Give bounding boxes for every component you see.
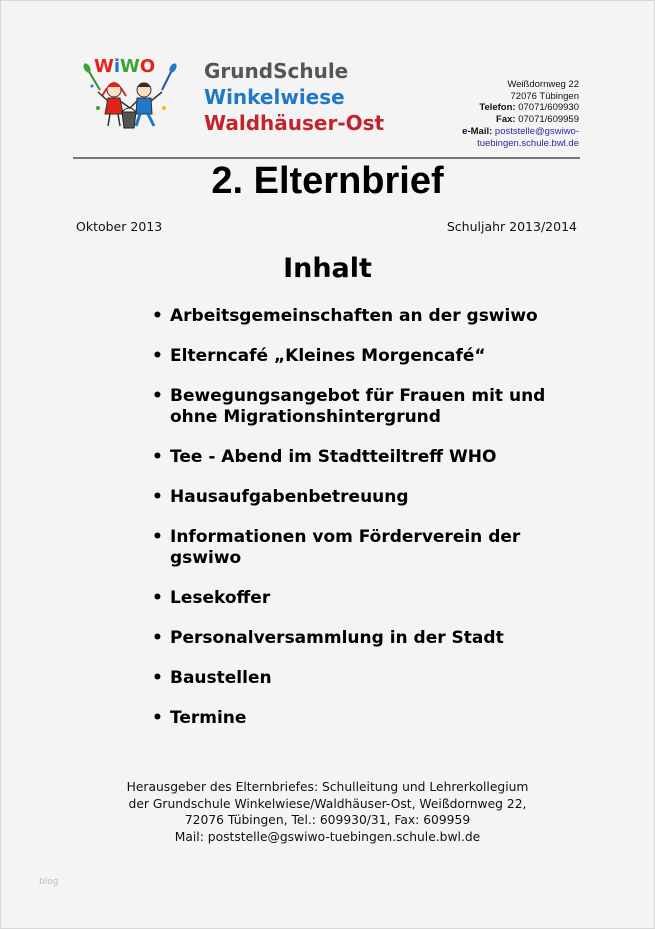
address-fax: Fax: 07071/609959 [496,114,579,126]
logo-letter-o: O [139,56,156,77]
list-item: • Elterncafé „Kleines Morgencafé“ [152,346,486,366]
bullet-icon: • [152,527,163,547]
school-name-line1: GrundSchule [204,59,349,83]
bullet-icon: • [152,386,163,406]
address-email: e-Mail: poststelle@gswiwo- [462,125,579,137]
list-item: • Baustellen [152,668,272,688]
list-item: • Bewegungsangebot für Frauen mit und ohne Migrationshintergrund [152,386,546,427]
footer-line: der Grundschule Winkelwiese/Waldhäuser-Ost, Weißdornweg 22, [128,796,527,811]
table-of-contents [150,306,590,748]
publisher-footer [0,779,655,845]
list-item: • Arbeitsgemeinschaften an der gswiwo [152,306,538,326]
list-item: • Tee - Abend im Stadtteiltreff WHO [152,447,497,467]
list-item: • Termine [152,708,247,728]
footer-line: 72076 Tübingen, Tel.: 609930/31, Fax: 609959 [184,813,471,827]
page-title: 2. Elternbrief [211,160,444,202]
address-email-cont: tuebingen.schule.bwl.de [477,137,579,149]
school-name [204,58,384,136]
header-divider [73,157,580,159]
list-item: • Personalversammlung in der Stadt [152,628,504,648]
bullet-icon: • [152,588,163,608]
logo-letter-w1: W [94,56,114,77]
bullet-icon: • [152,306,163,326]
bullet-icon: • [152,447,163,467]
bullet-icon: • [152,346,163,366]
list-item: • Hausaufgabenbetreuung [152,487,409,507]
watermark: blog [39,877,59,887]
bullet-icon: • [152,628,163,648]
children-illustration-icon [78,56,183,134]
list-item: • Lesekoffer [152,588,271,608]
address-street: Weißdornweg 22 [507,79,579,90]
school-year: Schuljahr 2013/2014 [446,219,577,234]
school-name-line2: Winkelwiese [204,85,345,109]
logo-letter-w2: W [120,56,140,77]
bullet-icon: • [152,487,163,507]
address-phone: Telefon: 07071/609930 [479,102,579,114]
bullet-icon: • [152,668,163,688]
bullet-icon: • [152,708,163,728]
issue-date: Oktober 2013 [76,219,163,234]
address-block [462,79,579,149]
address-city: 72076 Tübingen [510,90,579,102]
footer-line: Herausgeber des Elternbriefes: Schulleitung und Lehrerkollegium [126,780,529,794]
list-item: • Informationen vom Förderverein der gswiwo [152,527,521,568]
school-logo [78,56,183,134]
footer-line: Mail: poststelle@gswiwo-tuebingen.schule.bwl.de [174,829,481,844]
logo-letter-i: i [113,56,121,77]
school-name-line3: Waldhäuser-Ost [204,111,385,135]
toc-heading: Inhalt [283,253,372,284]
